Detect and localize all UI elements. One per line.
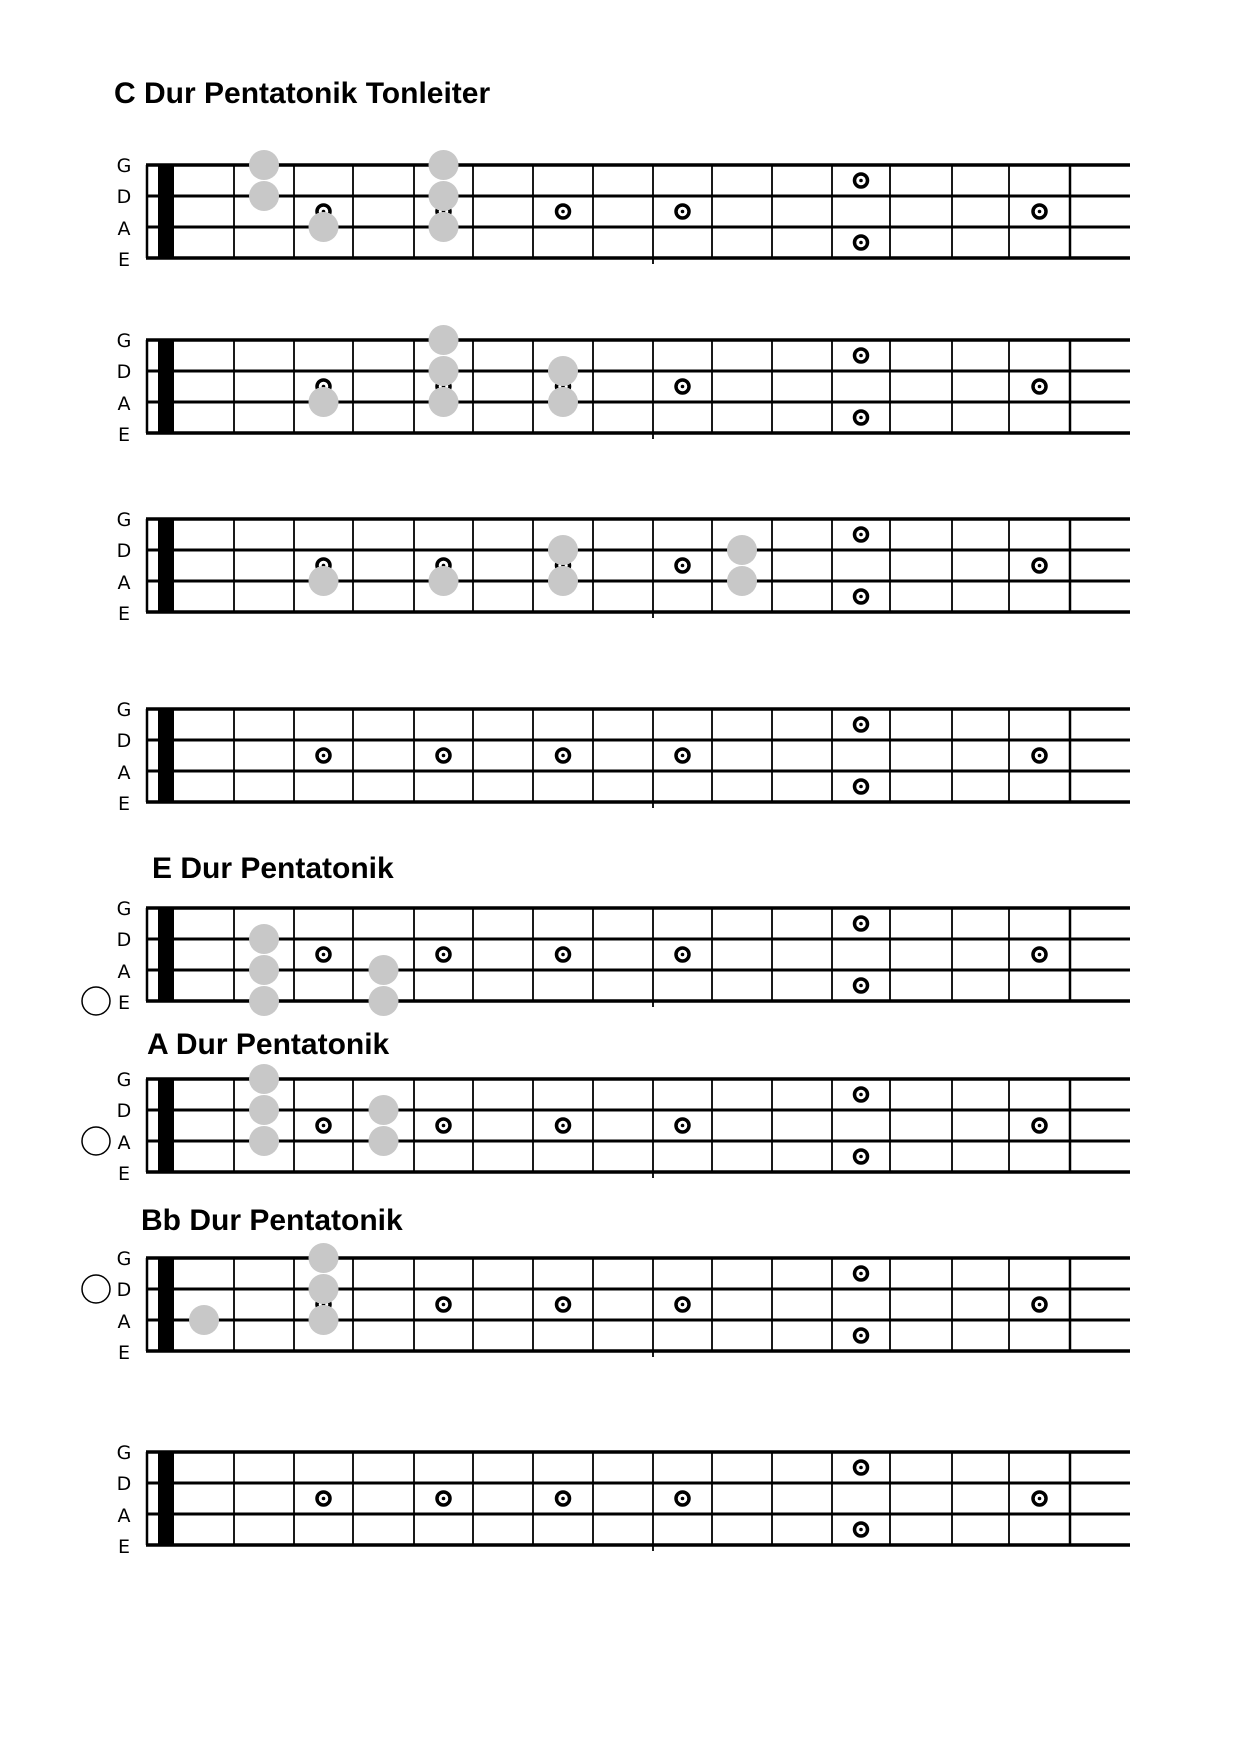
fret-inlay-center [859,1466,863,1470]
diagram-heading: E Dur Pentatonik [152,852,394,885]
scale-note-d-fret-4 [369,1095,399,1125]
scale-note-a-fret-3 [309,1305,339,1335]
fret-inlay-center [1038,1303,1042,1307]
string-label-a: A [117,1505,131,1527]
fretboard-diagram [82,1028,1130,1185]
string-label-d: D [116,361,132,383]
nut [158,164,174,260]
root-marker-circle [82,1127,110,1155]
fret-inlay-center [681,1124,685,1128]
fret-inlay-center [859,785,863,789]
scale-note-d-fret-10 [727,535,757,565]
fret-inlay-center [859,416,863,420]
scale-note-d-fret-7 [548,356,578,386]
fretboard-diagram [82,1204,1130,1364]
fret-inlay-center [681,953,685,957]
fret-inlay-center [859,1528,863,1532]
scale-note-a-fret-3 [309,566,339,596]
scale-note-e-fret-4 [369,986,399,1016]
scale-note-g-fret-3 [309,1243,339,1273]
fretboard-diagram [117,699,1130,815]
fret-inlay-center [681,1497,685,1501]
string-label-g: G [116,155,132,177]
fret-inlay-center [859,595,863,599]
scale-note-a-fret-4 [369,955,399,985]
string-label-e: E [117,1163,131,1185]
fret-inlay-center [859,1334,863,1338]
fret-inlay-center [859,1155,863,1159]
fret-inlay-center [859,241,863,245]
fret-inlay-center [1038,564,1042,568]
string-label-e: E [117,1342,131,1364]
scale-note-g-fret-5 [429,325,459,355]
string-label-a: A [117,218,131,240]
fret-inlay-center [322,953,326,957]
string-label-e: E [117,603,131,625]
string-label-g: G [116,699,132,721]
fret-inlay-center [442,1124,446,1128]
nut [158,1451,174,1547]
diagram-heading: A Dur Pentatonik [147,1028,390,1061]
fret-inlay-center [322,1124,326,1128]
root-marker-circle [82,1275,110,1303]
string-label-a: A [117,1132,131,1154]
string-label-d: D [116,186,132,208]
scale-note-a-fret-5 [429,212,459,242]
fret-inlay-center [1038,754,1042,758]
fretboard-diagram [117,150,1130,271]
string-label-a: A [117,393,131,415]
fret-inlay-center [561,1303,565,1307]
nut [158,1078,174,1174]
string-label-e: E [117,992,131,1014]
fret-inlay-center [859,984,863,988]
scale-note-a-fret-3 [309,212,339,242]
scale-note-a-fret-2 [249,955,279,985]
scale-note-d-fret-5 [429,181,459,211]
scale-note-a-fret-10 [727,566,757,596]
fret-inlay-center [1038,1497,1042,1501]
fret-inlay-center [859,533,863,537]
scale-note-d-fret-2 [249,1095,279,1125]
nut [158,708,174,804]
string-label-e: E [117,249,131,271]
fret-inlay-center [442,754,446,758]
scale-note-a-fret-7 [548,566,578,596]
string-label-e: E [117,1536,131,1558]
root-marker-circle [82,987,110,1015]
scale-note-a-fret-2 [249,1126,279,1156]
fret-inlay-center [561,1124,565,1128]
fret-inlay-center [442,1497,446,1501]
fret-inlay-center [322,1497,326,1501]
fretboard-diagram [82,852,1130,1016]
scale-note-a-fret-5 [429,566,459,596]
page-title: C Dur Pentatonik Tonleiter [114,77,491,110]
fret-inlay-center [442,1303,446,1307]
string-label-e: E [117,793,131,815]
diagram-heading: Bb Dur Pentatonik [141,1204,403,1237]
string-label-e: E [117,424,131,446]
scale-note-a-fret-5 [429,387,459,417]
fret-inlay-center [561,1497,565,1501]
fret-inlay-center [322,754,326,758]
scale-note-a-fret-7 [548,387,578,417]
scale-note-g-fret-2 [249,150,279,180]
string-label-g: G [116,898,132,920]
string-label-g: G [116,1248,132,1270]
string-label-d: D [116,1100,132,1122]
fretboard-diagram [117,1442,1130,1558]
string-label-a: A [117,762,131,784]
nut [158,1257,174,1353]
fret-inlay-center [859,354,863,358]
fret-inlay-center [681,754,685,758]
scale-note-d-fret-5 [429,356,459,386]
scale-note-d-fret-3 [309,1274,339,1304]
string-label-d: D [116,540,132,562]
scale-note-d-fret-2 [249,181,279,211]
fret-inlay-center [859,179,863,183]
fret-inlay-center [681,210,685,214]
scale-note-e-fret-2 [249,986,279,1016]
fretboard-diagrams [82,150,1130,1558]
fretboard-diagram [117,325,1130,446]
fret-inlay-center [1038,385,1042,389]
string-label-a: A [117,572,131,594]
fret-inlay-center [561,210,565,214]
scale-note-a-fret-1 [189,1305,219,1335]
scale-note-a-fret-3 [309,387,339,417]
fret-inlay-center [1038,210,1042,214]
nut [158,339,174,435]
string-label-d: D [116,929,132,951]
scale-note-a-fret-4 [369,1126,399,1156]
scale-note-g-fret-2 [249,1064,279,1094]
fret-inlay-center [561,754,565,758]
string-label-d: D [116,1473,132,1495]
nut [158,518,174,614]
fret-inlay-center [681,564,685,568]
fret-inlay-center [681,385,685,389]
fret-inlay-center [859,1272,863,1276]
nut [158,907,174,1003]
fret-inlay-center [859,922,863,926]
fret-inlay-center [859,723,863,727]
string-label-g: G [116,330,132,352]
string-label-d: D [116,1279,132,1301]
string-label-d: D [116,730,132,752]
string-label-g: G [116,509,132,531]
string-label-g: G [116,1069,132,1091]
fret-inlay-center [561,953,565,957]
string-label-g: G [116,1442,132,1464]
fretboard-diagram [117,509,1130,625]
scale-note-g-fret-5 [429,150,459,180]
fret-inlay-center [681,1303,685,1307]
string-label-a: A [117,1311,131,1333]
scale-note-d-fret-2 [249,924,279,954]
scale-note-d-fret-7 [548,535,578,565]
string-label-a: A [117,961,131,983]
fret-inlay-center [442,953,446,957]
fret-inlay-center [859,1093,863,1097]
fret-inlay-center [1038,1124,1042,1128]
fret-inlay-center [1038,953,1042,957]
